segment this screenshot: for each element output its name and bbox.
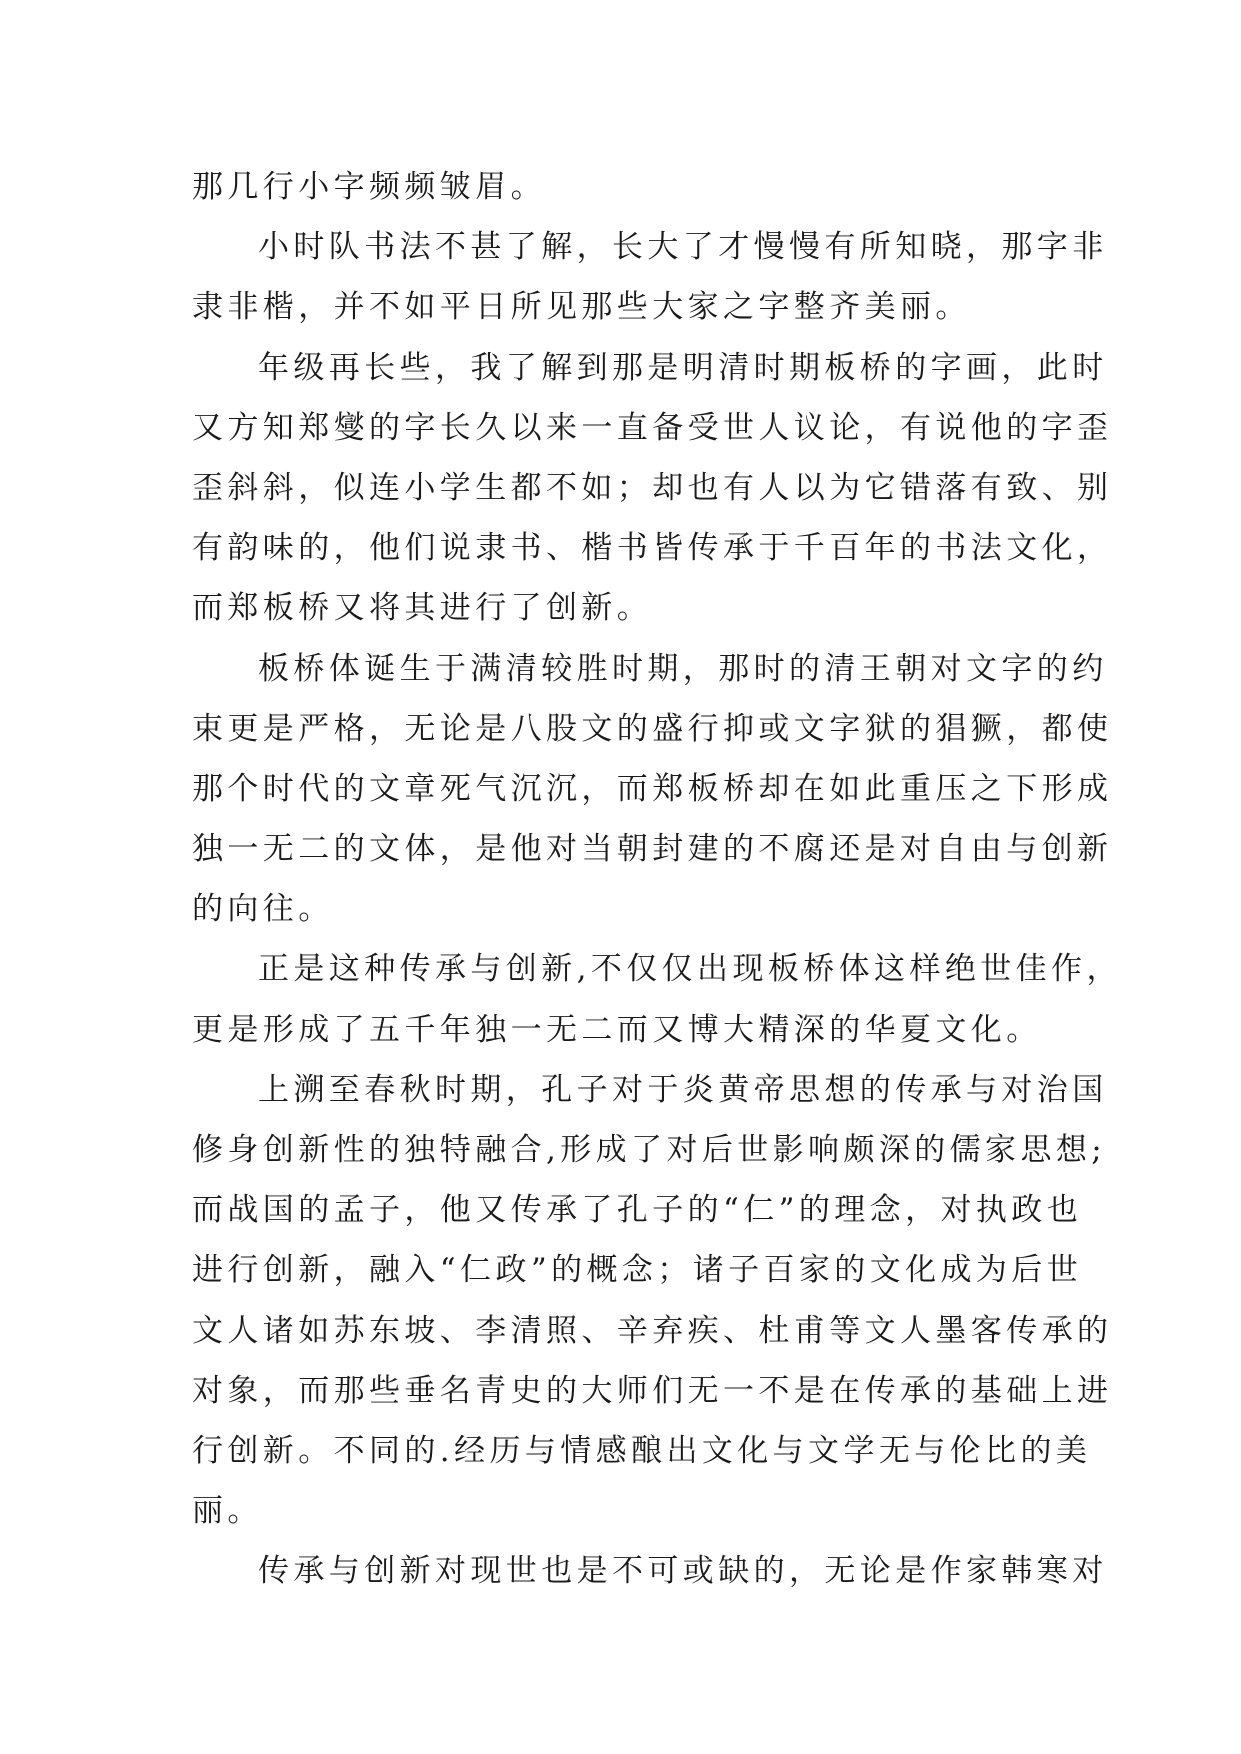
text-line: 有韵味的，他们说隶书、楷书皆传承于千百年的书法文化， [192,530,1113,567]
text-line: 正是这种传承与创新,不仅仅出现板桥体这样绝世佳作， [258,951,1122,988]
text-line: 传承与创新对现世也是不可或缺的，无论是作家韩寒对 [258,1553,1108,1590]
text-line: 而郑板桥又将其进行了创新。 [192,590,653,627]
text-line: 又方知郑燮的字长久以来一直备受世人议论，有说他的字歪 [192,409,1113,446]
essay-body [192,157,1122,1602]
text-line: 更是形成了五千年独一无二而又博大精深的华夏文化。 [192,1011,1042,1048]
text-line: 独一无二的文体，是他对当朝封建的不腐还是对自由与创新 [192,831,1113,868]
text-line: 那个时代的文章死气沉沉，而郑板桥却在如此重压之下形成 [192,770,1113,807]
text-line: 而战国的孟子，他又传承了孔子的“仁”的理念，对执政也 [192,1192,1083,1229]
text-line: 行创新。不同的.经历与情感酿出文化与文学无与伦比的美 [192,1432,1092,1469]
text-line: 丽。 [192,1493,263,1530]
text-line: 隶非楷，并不如平日所见那些大家之字整齐美丽。 [192,289,971,326]
text-line: 歪斜斜，似连小学生都不如；却也有人以为它错落有致、别 [192,469,1113,506]
text-line: 文人诸如苏东坡、李清照、辛弃疾、杜甫等文人墨客传承的 [192,1312,1113,1349]
text-line: 小时队书法不甚了解，长大了才慢慢有所知晓，那字非 [258,229,1108,266]
text-line: 的向往。 [192,891,334,928]
text-line: 对象，而那些垂名青史的大师们无一不是在传承的基础上进 [192,1372,1113,1409]
text-line: 年级再长些，我了解到那是明清时期板桥的字画，此时 [258,349,1108,386]
text-line: 那几行小字频频皱眉。 [192,169,546,205]
text-line: 上溯至春秋时期，孔子对于炎黄帝思想的传承与对治国 [258,1071,1108,1108]
text-line: 进行创新，融入“仁政”的概念；诸子百家的文化成为后世 [192,1252,1083,1289]
text-line: 束更是严格，无论是八股文的盛行抑或文字狱的猖獗，都使 [192,710,1113,747]
text-line: 板桥体诞生于满清较胜时期，那时的清王朝对文字的约 [258,650,1108,687]
text-line: 修身创新性的独特融合,形成了对后世影响颇深的儒家思想; [192,1132,1107,1168]
